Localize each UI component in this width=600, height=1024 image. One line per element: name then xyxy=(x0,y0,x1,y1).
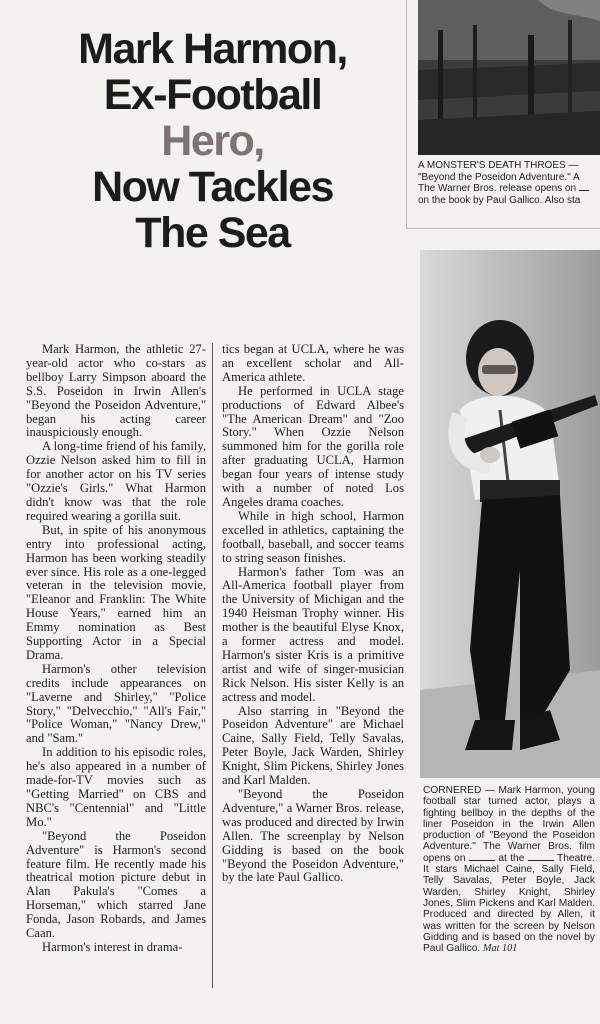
mat-number: Mat 101 xyxy=(483,943,518,955)
paragraph: Harmon's interest in drama- xyxy=(42,939,183,954)
man-with-rifle-photo xyxy=(420,250,600,778)
blank-date xyxy=(469,860,495,861)
headline-line-4: Now Tackles xyxy=(92,163,333,211)
article-column-1 xyxy=(26,343,206,955)
caption-line: A MONSTER'S DEATH THROES — xyxy=(418,160,579,171)
frame-line xyxy=(406,228,600,229)
main-photo-caption: CORNERED — Mark Harmon, young football star turned actor, plays a fighting bellboy in the depths of the liner Poseidon in the Irwin Allen production of "Beyond the Poseidon Adventure." The Warner Bros. film opens on at the Theatre. It stars Michael Caine, Sally Field, Telly Savalas, Peter Boyle, Jack Warden, Shirley Knight, Shirley Jones, Slim Pickens and Karl Malden. Produced and directed by Allen, it was written for the screen by Nelson Gidding and is based on the novel by Paul Gallico. Mat 101 xyxy=(423,785,595,955)
headline-line-5: The Sea xyxy=(135,209,290,257)
headline-line-1: Mark Harmon, xyxy=(78,25,347,73)
paragraph: Harmon's other television credits include appearances on "Laverne and Shirley," "Police Story," "Delvecchio," "All's Fair," "Police Woman," "Nancy Drew," and "Sam." xyxy=(26,661,206,746)
paragraph: He performed in UCLA stage productions of Edward Albee's "The American Dream" and "Zoo Story." When Ozzie Nelson summoned him for the gorilla role after graduating UCLA, Harmon began four years of intense study with a number of noted Los Angeles drama coaches. xyxy=(222,383,404,509)
caption-line: on the book by Paul Gallico. Also sta xyxy=(418,194,581,206)
caption-line: "Beyond the Poseidon Adventure." A xyxy=(418,171,580,183)
headline xyxy=(40,26,385,256)
column-divider xyxy=(212,343,213,988)
paragraph: Mark Harmon, the athletic 27-year-old actor who co-stars as bellboy Larry Simpson aboard the S.S. Poseidon in Irwin Allen's "Beyond the Poseidon Adventure," began his acting career inauspiciously enough. xyxy=(26,342,206,440)
headline-line-2: Ex-Football xyxy=(103,71,322,119)
blank-theatre xyxy=(528,860,554,861)
top-photo-caption xyxy=(418,160,600,206)
caption-line: The Warner Bros. release opens on xyxy=(418,183,600,195)
article-column-2 xyxy=(222,343,404,885)
frame-line xyxy=(406,0,407,228)
film-still-photo xyxy=(418,0,600,155)
paragraph-continued: tics began at UCLA, where he was an excellent scholar and All-America athlete. xyxy=(222,342,404,384)
headline-line-3: Hero, xyxy=(161,117,264,165)
paragraph: "Beyond the Poseidon Adventure," a Warner Bros. release, was produced and directed by Irwin Allen. The screenplay by Nelson Gidding is based on the book "Beyond the Poseidon Adventure," by the late Paul Gallico. xyxy=(222,787,404,885)
paragraph: Also starring in "Beyond the Poseidon Adventure" are Michael Caine, Sally Field, Telly Savalas, Peter Boyle, Jack Warden, Shirley Knight, Slim Pickens, Shirley Jones and Karl Malden. xyxy=(222,703,404,788)
paragraph: "Beyond the Poseidon Adventure" is Harmon's second feature film. He recently made his theatrical motion picture debut in Alan Pakula's "Comes a Horseman," which starred Jane Fonda, Jason Robards, and James Caan. xyxy=(26,828,206,941)
paragraph: A long-time friend of his family, Ozzie Nelson asked him to fill in for another actor on his TV series "Ozzie's Girls." What Harmon didn't know was that the role required wearing a gorilla suit. xyxy=(26,439,206,523)
paragraph: But, in spite of his anonymous entry into professional acting, Harmon has been working steadily ever since. His role as a one-legged veteran in the television movie, "Eleanor and Franklin: The White House Years," earned him an Emmy nomination as Best Supporting Actor in a Special Drama. xyxy=(26,522,206,662)
man-with-rifle-photo-icon xyxy=(420,250,600,778)
paragraph: In addition to his episodic roles, he's also appeared in a number of made-for-TV movies such as "Getting Married" on CBS and NBC's "Centennial" and "Little Mo." xyxy=(26,745,206,829)
film-still-photo-icon xyxy=(418,0,600,155)
paragraph: While in high school, Harmon excelled in athletics, captaining the football, baseball, and soccer teams to string season finishes. xyxy=(222,508,404,565)
paragraph: Harmon's father Tom was an All-America football player from the University of Michigan and the 1940 Heisman Trophy winner. His mother is the beautiful Elyse Knox, a former actress and model. Harmon's sister Kris is a primitive artist and wife of singer-musician Rick Nelson. His sister Kelly is an actress and model. xyxy=(222,564,404,704)
